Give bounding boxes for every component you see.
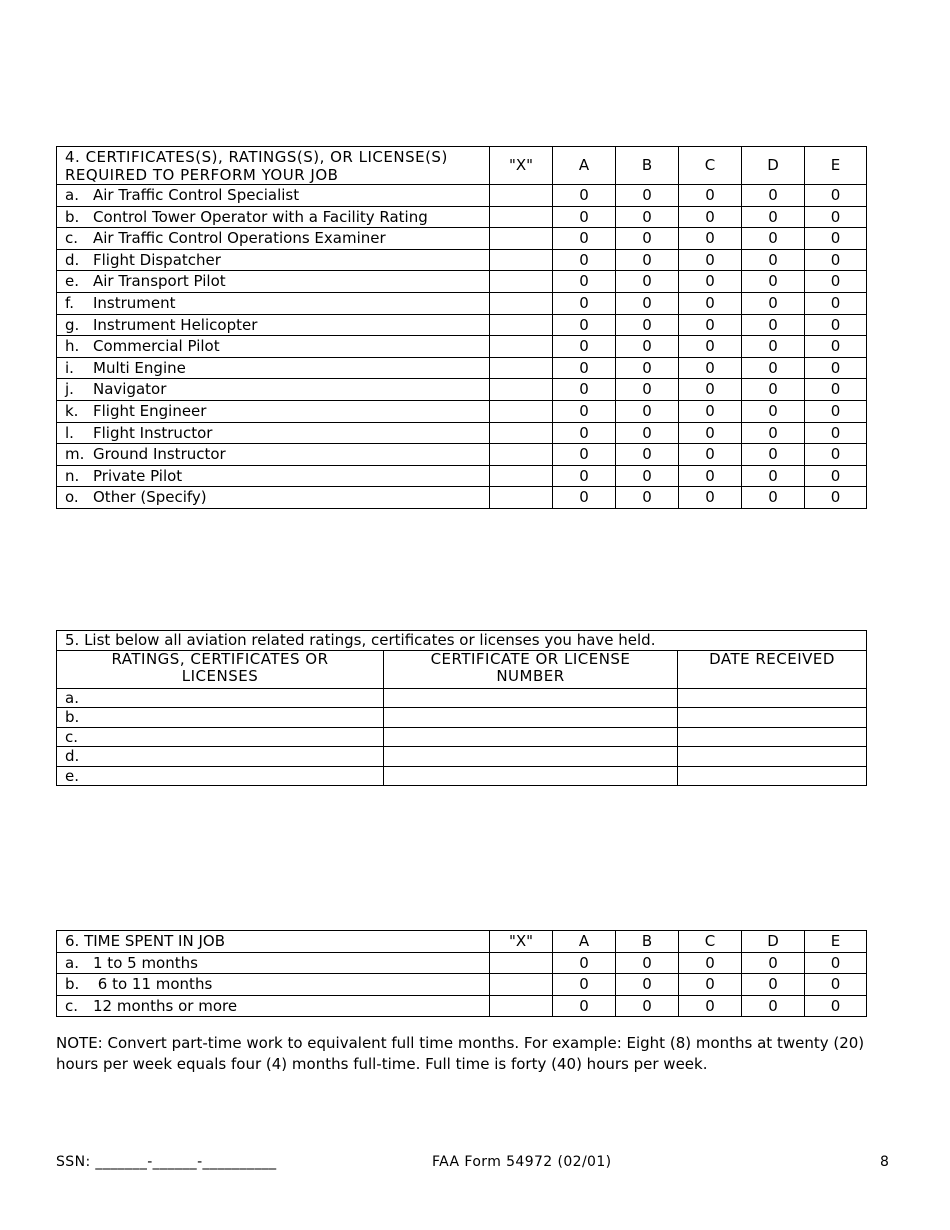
value-cell-c: 0	[679, 422, 742, 444]
value-cell-d: 0	[742, 314, 805, 336]
value-cell-e: 0	[805, 952, 867, 974]
value-cell-c: 0	[679, 952, 742, 974]
col-header-date: DATE RECEIVED	[678, 650, 867, 688]
value-cell-e: 0	[805, 444, 867, 466]
value-cell-d: 0	[742, 487, 805, 509]
table-row	[57, 974, 867, 996]
table-row	[57, 995, 867, 1017]
row-letter: i.	[65, 358, 74, 377]
value-cell-e: 0	[805, 336, 867, 358]
value-cell-e: 0	[805, 995, 867, 1017]
col-header-x: "X"	[490, 931, 553, 953]
value-cell-d: 0	[742, 952, 805, 974]
x-cell[interactable]	[490, 444, 553, 466]
value-cell-e: 0	[805, 206, 867, 228]
value-cell-b: 0	[616, 952, 679, 974]
rating-cell[interactable]	[57, 708, 384, 728]
ssn-field: SSN: _______-______-__________	[56, 1154, 277, 1170]
table-row	[57, 314, 867, 336]
col-header-d: D	[742, 931, 805, 953]
value-cell-c: 0	[679, 379, 742, 401]
number-cell[interactable]	[384, 766, 678, 786]
form-number: FAA Form 54972 (02/01)	[432, 1154, 612, 1170]
ratings-header-row	[57, 650, 867, 688]
row-letter: b.	[65, 708, 80, 726]
date-cell[interactable]	[678, 747, 867, 767]
value-cell-d: 0	[742, 379, 805, 401]
table-row	[57, 336, 867, 358]
value-cell-c: 0	[679, 292, 742, 314]
value-cell-b: 0	[616, 336, 679, 358]
table-row	[57, 206, 867, 228]
value-cell-c: 0	[679, 206, 742, 228]
table-row	[57, 727, 867, 747]
table-row	[57, 185, 867, 207]
col-header-d: D	[742, 147, 805, 185]
value-cell-a: 0	[553, 271, 616, 293]
table-row	[57, 747, 867, 767]
row-label	[57, 487, 490, 509]
value-cell-d: 0	[742, 995, 805, 1017]
value-cell-e: 0	[805, 400, 867, 422]
table-row	[57, 271, 867, 293]
value-cell-e: 0	[805, 271, 867, 293]
col-header-ratings: RATINGS, CERTIFICATES OR LICENSES	[57, 650, 384, 688]
value-cell-e: 0	[805, 249, 867, 271]
row-label	[57, 314, 490, 336]
time-header-row	[57, 931, 867, 953]
row-label	[57, 292, 490, 314]
x-cell[interactable]	[490, 206, 553, 228]
row-text: Private Pilot	[93, 466, 183, 485]
value-cell-a: 0	[553, 185, 616, 207]
x-cell[interactable]	[490, 228, 553, 250]
value-cell-d: 0	[742, 228, 805, 250]
row-letter: d.	[65, 250, 80, 269]
value-cell-d: 0	[742, 974, 805, 996]
x-cell[interactable]	[490, 336, 553, 358]
table-row	[57, 766, 867, 786]
row-letter: m.	[65, 445, 85, 464]
value-cell-a: 0	[553, 249, 616, 271]
row-label	[57, 974, 490, 996]
row-text: Flight Engineer	[93, 401, 207, 420]
table-row	[57, 487, 867, 509]
row-label	[57, 465, 490, 487]
ratings-held-table	[56, 630, 867, 786]
value-cell-d: 0	[742, 249, 805, 271]
page-number: 8	[880, 1154, 890, 1170]
value-cell-b: 0	[616, 422, 679, 444]
value-cell-e: 0	[805, 314, 867, 336]
value-cell-b: 0	[616, 379, 679, 401]
row-letter: f.	[65, 294, 74, 313]
value-cell-c: 0	[679, 314, 742, 336]
value-cell-b: 0	[616, 271, 679, 293]
row-label	[57, 228, 490, 250]
row-text: Ground Instructor	[93, 445, 226, 464]
value-cell-b: 0	[616, 974, 679, 996]
row-text: Air Transport Pilot	[93, 272, 226, 291]
x-cell[interactable]	[490, 422, 553, 444]
value-cell-b: 0	[616, 487, 679, 509]
value-cell-c: 0	[679, 974, 742, 996]
rating-cell[interactable]	[57, 688, 384, 708]
value-cell-b: 0	[616, 206, 679, 228]
table-row	[57, 422, 867, 444]
value-cell-a: 0	[553, 357, 616, 379]
ratings-title-row	[57, 631, 867, 651]
number-cell[interactable]	[384, 747, 678, 767]
value-cell-d: 0	[742, 206, 805, 228]
x-cell[interactable]	[490, 314, 553, 336]
row-letter: a.	[65, 186, 79, 205]
value-cell-c: 0	[679, 995, 742, 1017]
row-label	[57, 271, 490, 293]
row-text: 1 to 5 months	[93, 953, 198, 972]
certificates-title: 4. CERTIFICATES(S), RATINGS(S), OR LICENSE(S) REQUIRED TO PERFORM YOUR JOB	[57, 147, 490, 185]
value-cell-b: 0	[616, 249, 679, 271]
table-row	[57, 400, 867, 422]
date-cell[interactable]	[678, 688, 867, 708]
value-cell-d: 0	[742, 400, 805, 422]
value-cell-c: 0	[679, 465, 742, 487]
value-cell-c: 0	[679, 400, 742, 422]
value-cell-a: 0	[553, 974, 616, 996]
value-cell-c: 0	[679, 228, 742, 250]
value-cell-a: 0	[553, 444, 616, 466]
value-cell-b: 0	[616, 357, 679, 379]
number-cell[interactable]	[384, 708, 678, 728]
value-cell-a: 0	[553, 487, 616, 509]
value-cell-c: 0	[679, 487, 742, 509]
value-cell-d: 0	[742, 271, 805, 293]
number-cell[interactable]	[384, 727, 678, 747]
row-text: Instrument Helicopter	[93, 315, 258, 334]
value-cell-b: 0	[616, 228, 679, 250]
row-letter: a.	[65, 953, 79, 972]
col-header-e: E	[805, 931, 867, 953]
row-letter: j.	[65, 380, 74, 399]
x-cell[interactable]	[490, 952, 553, 974]
value-cell-a: 0	[553, 228, 616, 250]
row-text: Control Tower Operator with a Facility Rating	[93, 207, 428, 226]
table-row	[57, 708, 867, 728]
certificates-header-row	[57, 147, 867, 185]
row-label	[57, 336, 490, 358]
col-header-a: A	[553, 147, 616, 185]
table-row	[57, 357, 867, 379]
row-letter: n.	[65, 466, 80, 485]
row-label	[57, 357, 490, 379]
row-label	[57, 422, 490, 444]
value-cell-b: 0	[616, 465, 679, 487]
x-cell[interactable]	[490, 292, 553, 314]
value-cell-b: 0	[616, 185, 679, 207]
row-text: 12 months or more	[93, 996, 238, 1015]
value-cell-a: 0	[553, 465, 616, 487]
value-cell-d: 0	[742, 357, 805, 379]
value-cell-d: 0	[742, 336, 805, 358]
row-text: Air Traffic Control Operations Examiner	[93, 229, 386, 248]
value-cell-a: 0	[553, 314, 616, 336]
col-header-e: E	[805, 147, 867, 185]
number-cell[interactable]	[384, 688, 678, 708]
value-cell-a: 0	[553, 292, 616, 314]
x-cell[interactable]	[490, 379, 553, 401]
row-label	[57, 952, 490, 974]
row-label	[57, 185, 490, 207]
col-header-c: C	[679, 147, 742, 185]
value-cell-c: 0	[679, 336, 742, 358]
time-in-job-table	[56, 930, 867, 1017]
row-label	[57, 379, 490, 401]
value-cell-e: 0	[805, 465, 867, 487]
table-row	[57, 228, 867, 250]
value-cell-a: 0	[553, 206, 616, 228]
col-header-b: B	[616, 931, 679, 953]
value-cell-c: 0	[679, 271, 742, 293]
row-letter: b.	[65, 975, 80, 993]
row-text: Multi Engine	[93, 358, 186, 377]
x-cell[interactable]	[490, 249, 553, 271]
value-cell-e: 0	[805, 292, 867, 314]
row-letter: c.	[65, 996, 79, 1015]
x-cell[interactable]	[490, 974, 553, 996]
value-cell-c: 0	[679, 249, 742, 271]
row-letter: c.	[65, 229, 79, 248]
row-letter: h.	[65, 337, 80, 356]
rating-cell[interactable]	[57, 747, 384, 767]
value-cell-b: 0	[616, 400, 679, 422]
row-letter: c.	[65, 727, 79, 746]
row-letter: g.	[65, 315, 80, 334]
row-label	[57, 400, 490, 422]
row-label	[57, 444, 490, 466]
x-cell[interactable]	[490, 185, 553, 207]
table-row	[57, 444, 867, 466]
row-letter: l.	[65, 423, 74, 442]
rating-cell[interactable]	[57, 727, 384, 747]
row-text: Commercial Pilot	[93, 337, 220, 356]
row-text: Other (Specify)	[93, 488, 207, 507]
value-cell-d: 0	[742, 444, 805, 466]
row-text: Flight Instructor	[93, 423, 213, 442]
table-row	[57, 465, 867, 487]
value-cell-a: 0	[553, 995, 616, 1017]
x-cell[interactable]	[490, 465, 553, 487]
row-letter: e.	[65, 766, 79, 785]
row-text: Flight Dispatcher	[93, 250, 221, 269]
table-row	[57, 292, 867, 314]
row-letter: d.	[65, 747, 80, 765]
row-letter: a.	[65, 688, 79, 707]
value-cell-e: 0	[805, 357, 867, 379]
rating-cell[interactable]	[57, 766, 384, 786]
row-letter: e.	[65, 272, 79, 291]
value-cell-d: 0	[742, 185, 805, 207]
x-cell[interactable]	[490, 487, 553, 509]
value-cell-a: 0	[553, 379, 616, 401]
row-letter: o.	[65, 488, 79, 507]
row-label	[57, 206, 490, 228]
value-cell-e: 0	[805, 974, 867, 996]
value-cell-d: 0	[742, 465, 805, 487]
value-cell-e: 0	[805, 185, 867, 207]
table-row	[57, 379, 867, 401]
col-header-b: B	[616, 147, 679, 185]
ratings-title: 5. List below all aviation related ratings, certificates or licenses you have held.	[57, 631, 867, 651]
row-label	[57, 995, 490, 1017]
value-cell-b: 0	[616, 314, 679, 336]
value-cell-e: 0	[805, 487, 867, 509]
col-header-c: C	[679, 931, 742, 953]
date-cell[interactable]	[678, 766, 867, 786]
x-cell[interactable]	[490, 357, 553, 379]
value-cell-e: 0	[805, 228, 867, 250]
table-row	[57, 688, 867, 708]
row-letter: b.	[65, 207, 80, 226]
row-label	[57, 249, 490, 271]
value-cell-c: 0	[679, 185, 742, 207]
col-header-number: CERTIFICATE OR LICENSE NUMBER	[384, 650, 678, 688]
value-cell-c: 0	[679, 357, 742, 379]
value-cell-c: 0	[679, 444, 742, 466]
col-header-a: A	[553, 931, 616, 953]
value-cell-a: 0	[553, 336, 616, 358]
value-cell-e: 0	[805, 379, 867, 401]
value-cell-a: 0	[553, 952, 616, 974]
date-cell[interactable]	[678, 708, 867, 728]
certificates-table	[56, 146, 867, 509]
note-text: NOTE: Convert part-time work to equivalent full time months. For example: Eight (8) months at twenty (20) hours per week equals four (4) months full-time. Full time is forty (40) hours per week.	[56, 1034, 865, 1073]
row-text: Instrument	[93, 294, 176, 313]
value-cell-a: 0	[553, 400, 616, 422]
row-text: 6 to 11 months	[93, 975, 213, 993]
table-row	[57, 249, 867, 271]
value-cell-b: 0	[616, 995, 679, 1017]
x-cell[interactable]	[490, 400, 553, 422]
value-cell-d: 0	[742, 422, 805, 444]
value-cell-d: 0	[742, 292, 805, 314]
table-row	[57, 952, 867, 974]
value-cell-a: 0	[553, 422, 616, 444]
value-cell-b: 0	[616, 292, 679, 314]
date-cell[interactable]	[678, 727, 867, 747]
row-letter: k.	[65, 401, 79, 420]
col-header-x: "X"	[490, 147, 553, 185]
value-cell-e: 0	[805, 422, 867, 444]
value-cell-b: 0	[616, 444, 679, 466]
row-text: Navigator	[93, 380, 167, 399]
x-cell[interactable]	[490, 271, 553, 293]
row-text: Air Traffic Control Specialist	[93, 186, 300, 205]
x-cell[interactable]	[490, 995, 553, 1017]
time-title: 6. TIME SPENT IN JOB	[57, 931, 490, 953]
